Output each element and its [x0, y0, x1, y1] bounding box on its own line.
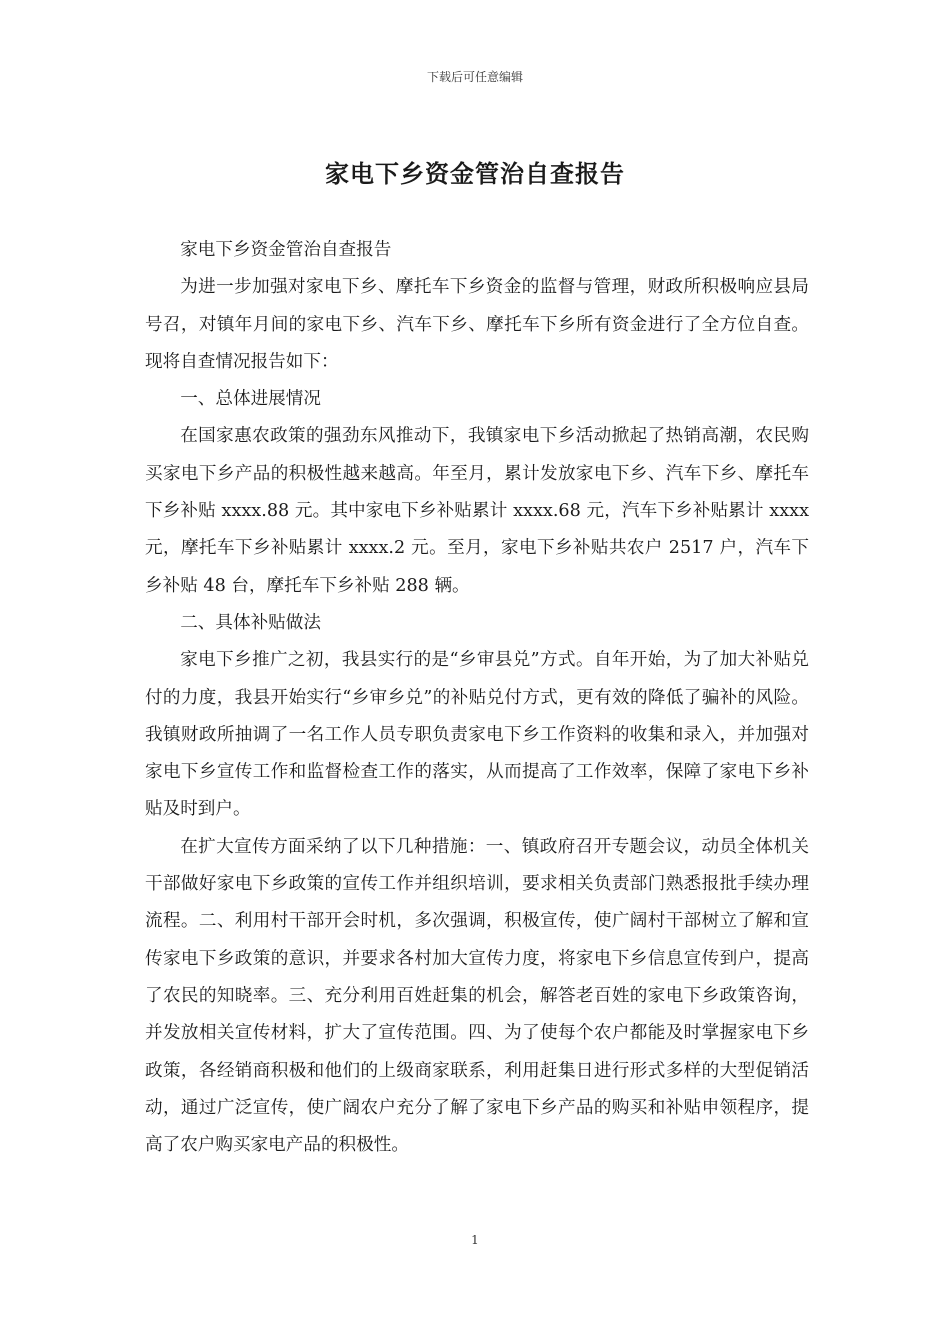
document-body	[145, 232, 809, 1164]
paragraph-subsidy-methods: 家电下乡推广之初，我县实行的是“乡审县兑”方式。自年开始，为了加大补贴兑付的力度，我县开始实行“乡审乡兑”的补贴兑付方式，更有效的降低了骗补的风险。我镇财政所抽调了一名工作人员专职负责家电下乡工作资料的收集和录入，并加强对家电下乡宣传工作和监督检查工作的落实，从而提高了工作效率，保障了家电下乡补贴及时到户。	[145, 650, 809, 820]
header-note: 下载后可任意编辑	[426, 70, 523, 84]
paragraph-publicity-measures: 在扩大宣传方面采纳了以下几种措施：一、镇政府召开专题会议，动员全体机关干部做好家电下乡政策的宣传工作并组织培训，要求相关负责部门熟悉报批手续办理流程。二、利用村干部开会时机，多次强调，积极宣传，使广阔村干部树立了解和宣传家电下乡政策的意识，并要求各村加大宣传力度，将家电下乡信息宣传到户，提高了农民的知晓率。三、充分利用百姓赶集的机会，解答老百姓的家电下乡政策咨询，并发放相关宣传材料，扩大了宣传范围。四、为了使每个农户都能及时掌握家电下乡政策，各经销商积极和他们的上级商家联系，利用赶集日进行形式多样的大型促销活动，通过广泛宣传，使广阔农户充分了解了家电下乡产品的购买和补贴申领程序，提高了农户购买家电产品的积极性。	[145, 836, 809, 1156]
paragraph-overall-progress: 在国家惠农政策的强劲东风推动下，我镇家电下乡活动掀起了热销高潮，农民购买家电下乡产品的积极性越来越高。年至月，累计发放家电下乡、汽车下乡、摩托车下乡补贴 xxxx.88 元。其中家电下乡补贴累计 xxxx.68 元，汽车下乡补贴累计 xxxx 元，摩托车下乡补贴累计 xxxx.2 元。至月，家电下乡补贴共农户 2517 户，汽车下乡补贴 48 台，摩托车下乡补贴 288 辆。	[145, 426, 809, 596]
paragraph-intro: 为进一步加强对家电下乡、摩托车下乡资金的监督与管理，财政所积极响应县局号召，对镇年月间的家电下乡、汽车下乡、摩托车下乡所有资金进行了全方位自查。现将自查情况报告如下：	[145, 277, 809, 372]
page-number: 1	[471, 1233, 479, 1247]
paragraph-subtitle: 家电下乡资金管治自查报告	[180, 240, 392, 260]
section-heading-subsidy-methods: 二、具体补贴做法	[180, 612, 321, 633]
section-heading-overall-progress: 一、总体进展情况	[180, 389, 321, 410]
document-title: 家电下乡资金管治自查报告	[325, 159, 625, 188]
